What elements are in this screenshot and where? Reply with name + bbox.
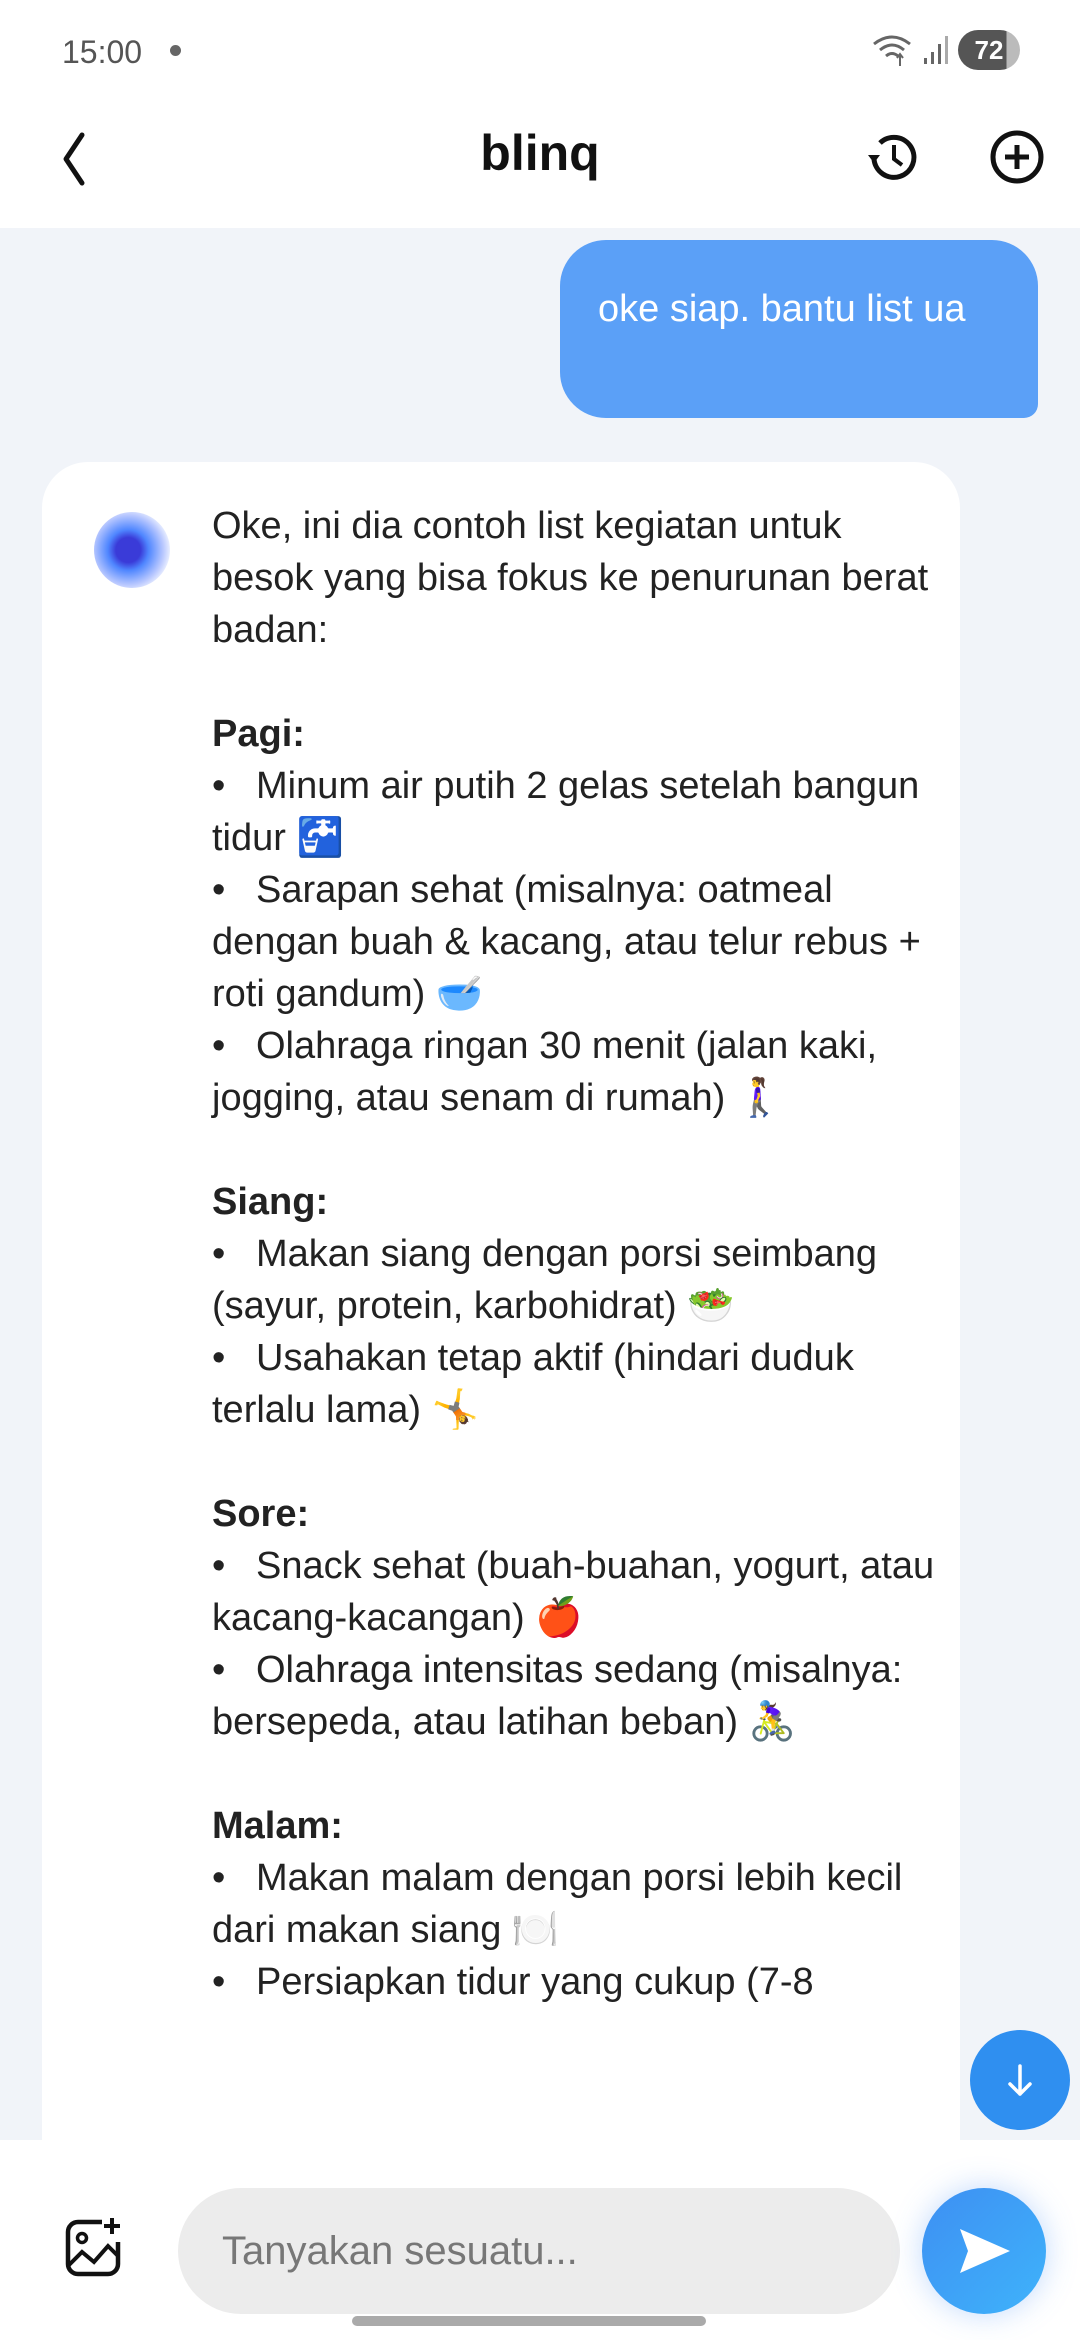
- app-header: [0, 100, 1080, 228]
- intro-text: Oke, ini dia contoh list kegiatan untuk besok yang bisa fokus ke penurunan berat badan:: [212, 505, 929, 651]
- message-input[interactable]: Tanyakan sesuatu...: [178, 2188, 900, 2314]
- list-item: • Makan siang dengan porsi seimbang (sayur, protein, karbohidrat) 🥗: [212, 1233, 878, 1327]
- wifi-icon: [870, 32, 914, 68]
- notification-dot: [170, 45, 181, 56]
- list-item: • Olahraga intensitas sedang (misalnya: bersepeda, atau latihan beban) 🚴‍♀️: [212, 1649, 903, 1743]
- list-item: • Persiapkan tidur yang cukup (7-8: [212, 1961, 814, 2003]
- chat-area[interactable]: [0, 228, 1080, 2140]
- list-item: • Minum air putih 2 gelas setelah bangun tidur 🚰: [212, 765, 920, 859]
- history-icon[interactable]: [860, 125, 924, 189]
- bot-avatar: [94, 512, 170, 588]
- send-icon: [954, 2221, 1014, 2281]
- user-message: [560, 240, 1038, 418]
- new-chat-icon[interactable]: [985, 125, 1049, 189]
- signal-icon: [922, 34, 950, 66]
- status-time: 15:00: [62, 34, 143, 70]
- list-item: • Snack sehat (buah-buahan, yogurt, atau kacang-kacangan) 🍎: [212, 1545, 935, 1639]
- list-item: • Usahakan tetap aktif (hindari duduk terlalu lama) 🤸: [212, 1337, 854, 1431]
- section-heading: Malam:: [212, 1805, 343, 1847]
- system-icons: [870, 30, 1020, 70]
- battery-indicator: 72: [958, 30, 1020, 70]
- list-item: • Makan malam dengan porsi lebih kecil dari makan siang 🍽️: [212, 1857, 903, 1951]
- list-item: • Olahraga ringan 30 menit (jalan kaki, jogging, atau senam di rumah) 🚶‍♀️: [212, 1025, 878, 1119]
- arrow-down-icon: [1000, 2060, 1040, 2100]
- scroll-to-bottom-button[interactable]: [970, 2030, 1070, 2130]
- composer-bar: [0, 2140, 1080, 2340]
- app-title: blinq: [480, 125, 600, 181]
- home-indicator[interactable]: [352, 2316, 706, 2326]
- bot-message-text: [212, 500, 952, 2008]
- send-button[interactable]: [922, 2188, 1046, 2314]
- status-bar: [0, 0, 1080, 100]
- add-image-icon[interactable]: [62, 2216, 126, 2280]
- list-item: • Sarapan sehat (misalnya: oatmeal dengan buah & kacang, atau telur rebus + roti gandum) 🥣: [212, 869, 921, 1015]
- section-heading: Pagi:: [212, 713, 305, 755]
- section-heading: Sore:: [212, 1493, 310, 1535]
- user-message-text: oke siap. bantu list ua: [598, 288, 966, 330]
- bot-message: [42, 462, 960, 2140]
- section-heading: Siang:: [212, 1181, 329, 1223]
